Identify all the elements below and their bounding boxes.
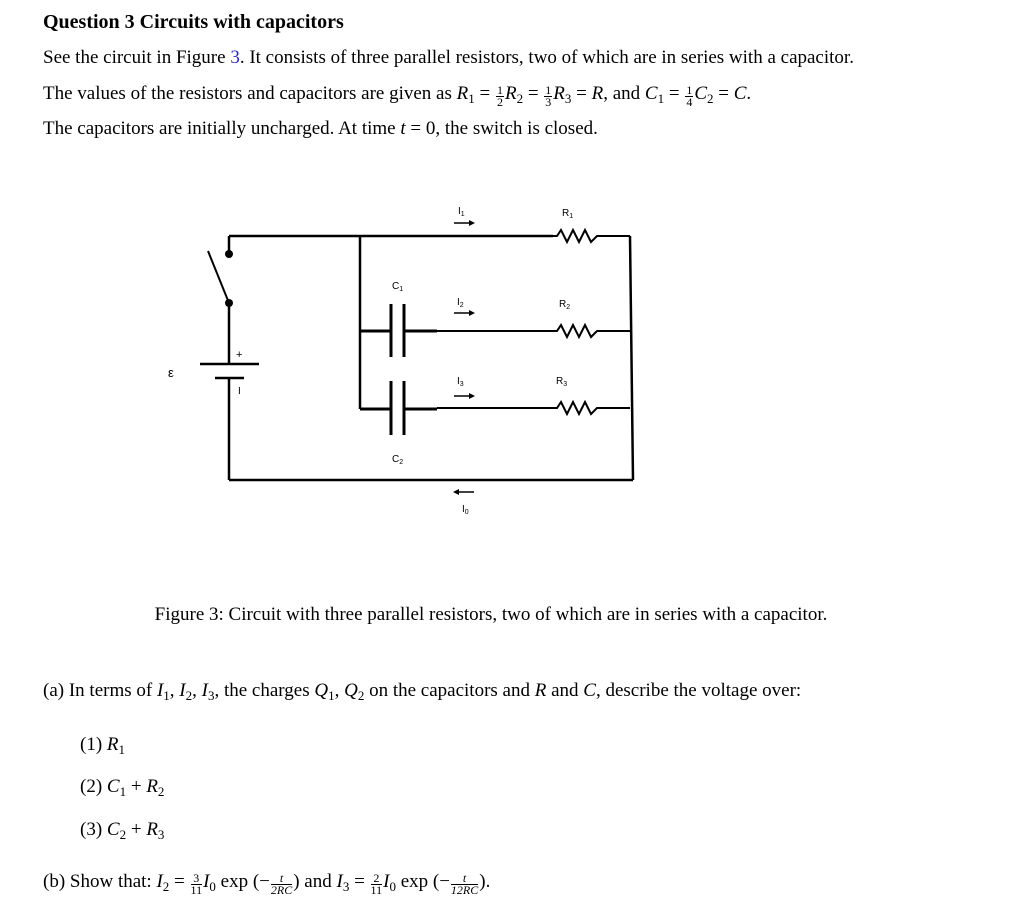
resistor-r2 xyxy=(553,325,630,337)
numerator: 3 xyxy=(191,873,203,885)
subscript: 1 xyxy=(328,688,335,703)
math-symbol: $I_0$ xyxy=(203,871,216,894)
denominator: 11 xyxy=(370,883,383,897)
text: exp ( xyxy=(215,871,260,892)
math-symbol: $I_2$ xyxy=(156,871,170,894)
math-symbol: $R_2$ xyxy=(146,776,165,799)
math-symbol: $Q_2$ xyxy=(344,680,365,703)
fraction xyxy=(371,873,383,896)
text: = 0, the switch is closed. xyxy=(405,118,598,139)
text: , the charges xyxy=(214,680,315,701)
label-c1: $C_1$ xyxy=(392,281,404,293)
text: = xyxy=(523,83,544,104)
subscript: 1 xyxy=(468,91,475,106)
denominator: 3 xyxy=(545,95,552,109)
text: The capacitors are initially uncharged. At time xyxy=(43,118,401,139)
subscript: 1 xyxy=(657,91,665,106)
math-symbol: $I_0$ xyxy=(383,871,396,894)
switch xyxy=(208,251,229,303)
denominator: 2RC xyxy=(270,883,293,897)
numerator: 1 xyxy=(686,83,693,97)
math-symbol: $R_1$ xyxy=(106,734,126,757)
figure-caption: Figure 3: Circuit with three parallel resistors, two of which are in series with a capacitor. xyxy=(154,604,828,625)
label-i2: $I_2$ xyxy=(457,297,464,309)
subscript: 3 xyxy=(157,827,165,842)
subscript: 2 xyxy=(162,879,170,894)
label-minus: I xyxy=(238,386,241,397)
math-symbol: $I_3$ xyxy=(201,680,215,703)
fraction xyxy=(191,873,203,896)
question-title: Question 3 Circuits with capacitors xyxy=(43,11,344,33)
text: (1) xyxy=(80,734,107,755)
text: = xyxy=(664,83,685,104)
switch-contact-bottom xyxy=(225,299,233,307)
text: on the capacitors and xyxy=(364,680,535,701)
math-symbol: $C_1$ xyxy=(644,83,665,106)
subscript: 1 xyxy=(118,742,126,757)
text: The values of the resistors and capacitors are given as xyxy=(43,83,457,104)
subscript: 0 xyxy=(209,879,216,894)
resistor-r1 xyxy=(553,230,630,242)
numerator: 1 xyxy=(545,83,552,97)
subscript: 3 xyxy=(342,879,350,894)
subscript: 2 xyxy=(707,91,714,106)
label-emf: ε xyxy=(168,365,174,380)
numerator: t xyxy=(271,873,292,885)
subscript: 0 xyxy=(389,879,396,894)
part-b xyxy=(43,871,490,898)
text: exp ( xyxy=(395,871,440,892)
math-symbol: $C_2$ xyxy=(106,819,127,842)
label-i3: $I_3$ xyxy=(457,376,464,388)
text: , describe the voltage over: xyxy=(595,680,802,701)
text: . It consists of three parallel resistors, two of which are in series with a capacitor. xyxy=(239,47,854,68)
text: (2) xyxy=(80,776,107,797)
denominator: 4 xyxy=(686,95,693,109)
text: , xyxy=(169,680,180,701)
denominator: 12RC xyxy=(450,883,479,897)
numerator: 2 xyxy=(371,873,383,885)
label-r3: $R_3$ xyxy=(556,376,568,388)
math-symbol: R xyxy=(534,680,547,701)
switch-contact-top xyxy=(225,250,233,258)
math-symbol: $C_2$ xyxy=(694,83,714,106)
math-symbol: $R_1$ xyxy=(456,83,475,106)
part-a-item-2 xyxy=(80,776,164,803)
math-symbol: $I_1$ xyxy=(156,680,170,703)
text: , xyxy=(334,680,345,701)
text: + xyxy=(126,819,147,840)
math-symbol: C xyxy=(733,83,747,104)
math-symbol: R xyxy=(591,83,604,104)
wire-right xyxy=(630,236,633,480)
label-i0: $I_0$ xyxy=(462,504,469,516)
text: = xyxy=(571,83,592,104)
text: (b) Show that: xyxy=(43,871,157,892)
math-symbol: $R_2$ xyxy=(504,83,524,106)
denominator: 2 xyxy=(496,95,503,109)
text: and xyxy=(546,680,584,701)
math-symbol: $I_2$ xyxy=(179,680,193,703)
subscript: 2 xyxy=(357,688,365,703)
label-c2: $C_2$ xyxy=(392,454,404,466)
subscript: 1 xyxy=(119,784,127,799)
text: = xyxy=(474,83,495,104)
text: = xyxy=(349,871,370,892)
subscript: 2 xyxy=(157,784,165,799)
math-symbol: $I_3$ xyxy=(336,871,350,894)
label-i1: $I_1$ xyxy=(458,206,465,218)
fraction xyxy=(451,873,478,896)
label-r1: $R_1$ xyxy=(562,208,574,220)
math-symbol: $Q_1$ xyxy=(314,680,335,703)
label-r2: $R_2$ xyxy=(559,299,571,311)
math-symbol: t xyxy=(400,118,406,139)
text: ) and xyxy=(293,871,337,892)
text: − xyxy=(259,871,270,892)
text: See the circuit in Figure xyxy=(43,47,231,68)
subscript: 2 xyxy=(516,91,524,106)
text: , and xyxy=(603,83,645,104)
resistor-r3 xyxy=(553,402,630,414)
subscript: 2 xyxy=(119,827,127,842)
text: + xyxy=(126,776,147,797)
numerator: t xyxy=(451,873,478,885)
math-symbol: C xyxy=(583,680,596,701)
fraction xyxy=(271,873,292,896)
part-a xyxy=(43,680,801,707)
subscript: 3 xyxy=(564,91,572,106)
text: = xyxy=(169,871,190,892)
numerator: 1 xyxy=(496,83,503,97)
part-a-item-1 xyxy=(80,734,125,761)
text: − xyxy=(439,871,450,892)
text: = xyxy=(713,83,734,104)
math-symbol: $R_3$ xyxy=(553,83,572,106)
figure-link[interactable]: 3 xyxy=(230,47,240,68)
text: ). xyxy=(479,871,491,892)
denominator: 11 xyxy=(190,883,203,897)
label-plus: + xyxy=(236,349,243,361)
subscript: 2 xyxy=(185,688,193,703)
text: (a) In terms of xyxy=(43,680,157,701)
math-symbol: $R_3$ xyxy=(146,819,165,842)
text: , xyxy=(192,680,202,701)
math-symbol: $C_1$ xyxy=(106,776,127,799)
text: . xyxy=(746,83,752,104)
subscript: 3 xyxy=(207,688,215,703)
subscript: 1 xyxy=(163,688,170,703)
part-a-item-3 xyxy=(80,819,164,846)
text: (3) xyxy=(80,819,107,840)
